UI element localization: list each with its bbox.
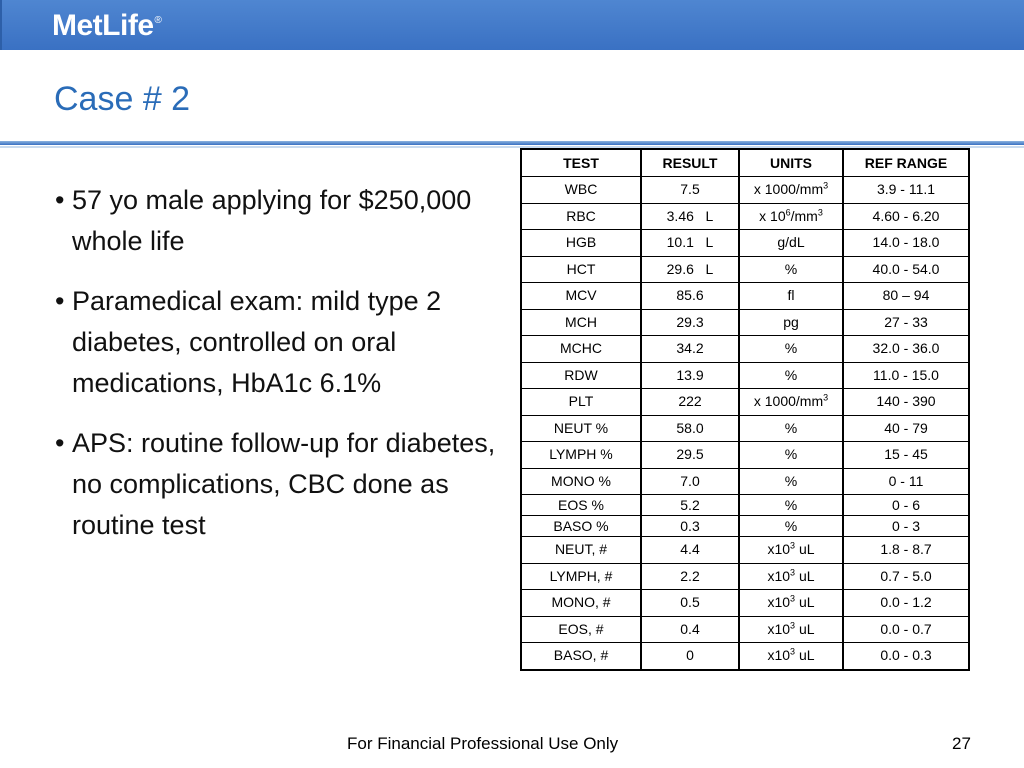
table-row [521, 309, 969, 336]
cell-units [739, 389, 843, 416]
unit-exponent: 3 [823, 392, 829, 403]
cell-test: HCT [521, 256, 641, 283]
table-body [521, 177, 969, 670]
cell-test: RBC [521, 203, 641, 230]
cell-result: 2.2 [641, 563, 739, 590]
cell-test: NEUT % [521, 415, 641, 442]
cell-result: 222 [641, 389, 739, 416]
cell-ref-range: 40.0 - 54.0 [843, 256, 969, 283]
table-row [521, 590, 969, 617]
bullet-text: Paramedical exam: mild type 2 diabetes, controlled on oral medications, HbA1c 6.1% [72, 286, 442, 398]
unit-base: x 1000/mm [753, 181, 824, 198]
cell-ref-range: 80 – 94 [843, 283, 969, 310]
unit-base: fl [787, 287, 795, 304]
cell-result: 29.5 [641, 442, 739, 469]
bullet-item [55, 423, 515, 546]
header-result: RESULT [641, 149, 739, 177]
table-row [521, 283, 969, 310]
table-row [521, 177, 969, 204]
title-divider [0, 141, 1024, 145]
unit-tail: uL [795, 567, 815, 584]
table-header-row [521, 149, 969, 177]
cell-units [739, 415, 843, 442]
cell-test: BASO, # [521, 643, 641, 670]
unit-base: % [784, 518, 798, 534]
table-row [521, 537, 969, 564]
cell-units [739, 336, 843, 363]
cell-result: 34.2 [641, 336, 739, 363]
unit-exponent: 6 [785, 207, 791, 218]
logo-registered-mark: ® [154, 15, 162, 26]
cell-test: HGB [521, 230, 641, 257]
cell-ref-range: 11.0 - 15.0 [843, 362, 969, 389]
logo-text: MetLife [52, 9, 154, 42]
cell-result: 29.6 L [641, 256, 739, 283]
header-test: TEST [521, 149, 641, 177]
unit-base: pg [783, 313, 799, 330]
cell-ref-range: 0 - 11 [843, 468, 969, 495]
unit-exponent: 3 [790, 620, 796, 631]
unit-base: x10 [767, 620, 791, 637]
cell-units [739, 616, 843, 643]
cbc-lab-table [520, 148, 970, 671]
footer-disclaimer: For Financial Professional Use Only [347, 734, 619, 753]
bullet-text: 57 yo male applying for $250,000 whole life [72, 185, 472, 256]
cell-test: MONO % [521, 468, 641, 495]
cell-result: 5.2 [641, 495, 739, 516]
cell-test: MCHC [521, 336, 641, 363]
table-row [521, 336, 969, 363]
unit-exponent: 3 [817, 207, 823, 218]
cell-ref-range: 0.0 - 0.3 [843, 643, 969, 670]
cell-units [739, 203, 843, 230]
bullet-marker: • [55, 286, 65, 316]
cell-ref-range: 15 - 45 [843, 442, 969, 469]
table-row [521, 495, 969, 516]
table-row [521, 203, 969, 230]
cell-test: LYMPH % [521, 442, 641, 469]
unit-base: % [784, 366, 798, 383]
cell-test: MCV [521, 283, 641, 310]
cell-test: NEUT, # [521, 537, 641, 564]
cell-units [739, 230, 843, 257]
table-row [521, 230, 969, 257]
cell-ref-range: 0 - 6 [843, 495, 969, 516]
bullet-item [55, 180, 515, 262]
header-units: UNITS [739, 149, 843, 177]
cell-result: 4.4 [641, 537, 739, 564]
table-row [521, 442, 969, 469]
header-ref-range: REF RANGE [843, 149, 969, 177]
table-row [521, 362, 969, 389]
cell-test: MONO, # [521, 590, 641, 617]
cell-result: 29.3 [641, 309, 739, 336]
cell-test: PLT [521, 389, 641, 416]
unit-exponent: 3 [790, 540, 796, 551]
cell-ref-range: 0.7 - 5.0 [843, 563, 969, 590]
slide-title: Case # 2 [54, 80, 191, 118]
table-row [521, 468, 969, 495]
cell-ref-range: 32.0 - 36.0 [843, 336, 969, 363]
metlife-logo [52, 9, 161, 43]
page-number: 27 [952, 734, 971, 753]
cell-units [739, 495, 843, 516]
unit-base: x 1000/mm [753, 393, 824, 410]
cell-result: 7.5 [641, 177, 739, 204]
cell-units [739, 563, 843, 590]
cell-result: 7.0 [641, 468, 739, 495]
unit-exponent: 3 [823, 180, 829, 191]
cell-ref-range: 0.0 - 1.2 [843, 590, 969, 617]
unit-base: % [784, 472, 798, 489]
table-row [521, 415, 969, 442]
unit-base: x10 [767, 541, 791, 558]
cell-result: 0 [641, 643, 739, 670]
cell-ref-range: 14.0 - 18.0 [843, 230, 969, 257]
bullet-item [55, 281, 515, 404]
cell-result: 85.6 [641, 283, 739, 310]
unit-base: % [784, 260, 798, 277]
cell-test: EOS % [521, 495, 641, 516]
cell-ref-range: 0 - 3 [843, 516, 969, 537]
cell-test: WBC [521, 177, 641, 204]
cell-result: 58.0 [641, 415, 739, 442]
bullet-marker: • [55, 185, 65, 215]
table-row [521, 616, 969, 643]
unit-base: x 10 [759, 207, 786, 224]
unit-exponent: 3 [790, 593, 796, 604]
cell-units [739, 643, 843, 670]
cell-units [739, 362, 843, 389]
cell-units [739, 516, 843, 537]
cell-units [739, 537, 843, 564]
unit-tail: /mm [790, 207, 818, 224]
unit-base: x10 [767, 567, 791, 584]
cell-test: EOS, # [521, 616, 641, 643]
cell-ref-range: 40 - 79 [843, 415, 969, 442]
unit-tail: uL [795, 541, 815, 558]
unit-base: x10 [767, 594, 791, 611]
table-row [521, 516, 969, 537]
table-row [521, 256, 969, 283]
table-row [521, 563, 969, 590]
cell-ref-range: 4.60 - 6.20 [843, 203, 969, 230]
cell-units [739, 442, 843, 469]
cell-test: MCH [521, 309, 641, 336]
cell-result: 13.9 [641, 362, 739, 389]
cell-test: LYMPH, # [521, 563, 641, 590]
cell-units [739, 177, 843, 204]
cell-result: 10.1 L [641, 230, 739, 257]
unit-base: % [784, 497, 798, 513]
bullet-marker: • [55, 428, 65, 458]
cell-result: 0.3 [641, 516, 739, 537]
cell-ref-range: 27 - 33 [843, 309, 969, 336]
cell-ref-range: 0.0 - 0.7 [843, 616, 969, 643]
cell-result: 0.4 [641, 616, 739, 643]
unit-base: % [784, 340, 798, 357]
unit-tail: uL [795, 594, 815, 611]
unit-base: % [784, 419, 798, 436]
unit-tail: uL [795, 620, 815, 637]
cell-units [739, 590, 843, 617]
cell-units [739, 256, 843, 283]
cell-test: RDW [521, 362, 641, 389]
cell-test: BASO % [521, 516, 641, 537]
cell-result: 0.5 [641, 590, 739, 617]
unit-tail: uL [795, 647, 815, 664]
cell-result: 3.46 L [641, 203, 739, 230]
unit-base: % [784, 446, 798, 463]
table-row [521, 643, 969, 670]
unit-base: x10 [767, 647, 791, 664]
unit-exponent: 3 [790, 567, 796, 578]
bullet-list [55, 180, 515, 565]
table-row [521, 389, 969, 416]
unit-base: g/dL [777, 234, 805, 251]
cell-units [739, 283, 843, 310]
cell-ref-range: 1.8 - 8.7 [843, 537, 969, 564]
cell-ref-range: 3.9 - 11.1 [843, 177, 969, 204]
cell-ref-range: 140 - 390 [843, 389, 969, 416]
unit-exponent: 3 [790, 646, 796, 657]
cell-units [739, 309, 843, 336]
bullet-text: APS: routine follow-up for diabetes, no complications, CBC done as routine test [72, 428, 496, 540]
cell-units [739, 468, 843, 495]
header-bar [0, 0, 1024, 50]
